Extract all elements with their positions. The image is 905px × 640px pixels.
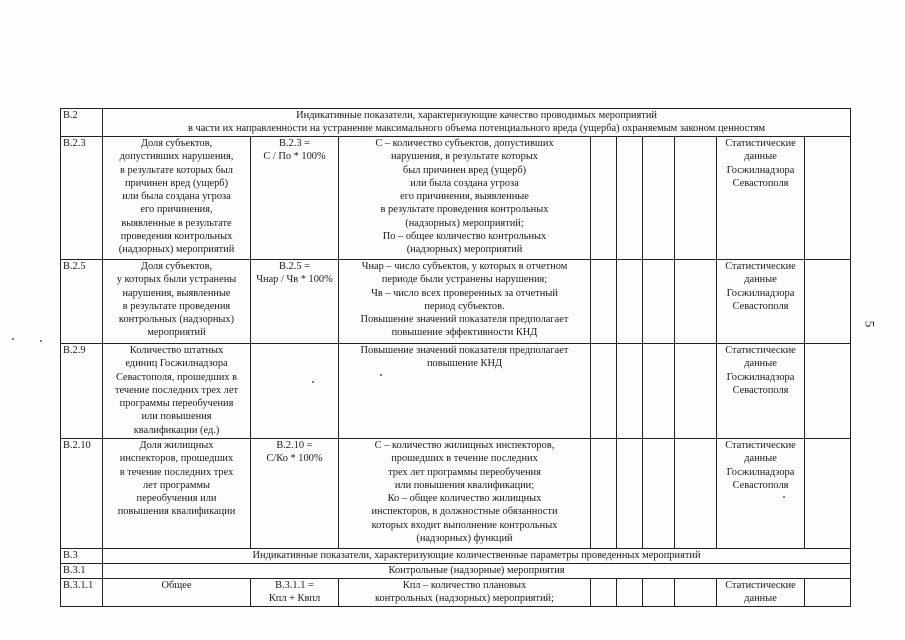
section-row-b3: [61, 549, 851, 564]
empty-cell: [805, 439, 851, 549]
indicator-formula: В.2.3 = С / По * 100%: [251, 137, 339, 260]
empty-cell: [643, 439, 675, 549]
table-row: [61, 260, 851, 344]
indicator-code: В.2.10: [61, 439, 103, 549]
table-row: [61, 439, 851, 549]
empty-cell: [675, 344, 717, 439]
empty-cell: [617, 260, 643, 344]
indicator-name: Количество штатных единиц Госжилнадзора Севастополя, прошедших в течение последних трех лет программы переобучения или повышения квалификации (ед.): [103, 344, 251, 439]
scan-speck: [783, 496, 785, 498]
empty-cell: [675, 439, 717, 549]
empty-cell: [617, 579, 643, 607]
indicator-formula: В.2.10 = С/Ко * 100%: [251, 439, 339, 549]
indicator-name: Доля субъектов, у которых были устранены нарушения, выявленные в результате проведения контрольных (надзорных) мероприятий: [103, 260, 251, 344]
scan-speck: [12, 338, 14, 340]
indicator-source: Статистические данные Госжилнадзора Севастополя: [717, 137, 805, 260]
indicator-formula: В.3.1.1 = Кпл + Квпл: [251, 579, 339, 607]
scan-speck: [40, 340, 42, 342]
empty-cell: [591, 439, 617, 549]
indicator-source: Статистические данные Госжилнадзора Севастополя: [717, 439, 805, 549]
empty-cell: [675, 137, 717, 260]
empty-cell: [805, 260, 851, 344]
indicator-formula: [251, 344, 339, 439]
section-title: Контрольные (надзорные) мероприятия: [103, 564, 851, 579]
indicator-description: Чнар – число субъектов, у которых в отчетном периоде были устранены нарушения; Чв – число всех проверенных за отчетный период субъектов. Повышение значений показателя предполагает повышение эффективности КНД: [339, 260, 591, 344]
scan-speck: [380, 374, 382, 376]
table-row: [61, 137, 851, 260]
indicator-code: В.3.1.1: [61, 579, 103, 607]
empty-cell: [617, 137, 643, 260]
empty-cell: [591, 344, 617, 439]
table-row: [61, 344, 851, 439]
indicator-code: В.2.3: [61, 137, 103, 260]
section-code: В.3: [61, 549, 103, 564]
empty-cell: [643, 579, 675, 607]
indicator-description: С – количество субъектов, допустивших нарушения, в результате которых был причинен вред (ущерб) или была создана угроза его причинения, выявленные в результате проведения контрольных (надзорных) мероприятий; По – общее количество контрольных (надзорных) мероприятий: [339, 137, 591, 260]
indicator-description: Повышение значений показателя предполагает повышение КНД: [339, 344, 591, 439]
empty-cell: [805, 137, 851, 260]
empty-cell: [805, 344, 851, 439]
empty-cell: [675, 260, 717, 344]
empty-cell: [617, 344, 643, 439]
indicator-description: С – количество жилищных инспекторов, прошедших в течение последних трех лет программы переобучения или повышения квалификации; Ко – общее количество жилищных инспекторов, в должностные обязанности которых входит выполнение контрольных (надзорных) функций: [339, 439, 591, 549]
empty-cell: [643, 137, 675, 260]
table-row: [61, 579, 851, 607]
section-title: Индикативные показатели, характеризующие качество проводимых мероприятий в части их направленности на устранение максимального объема потенциального вреда (ущерба) охраняемым законом ценностям: [103, 109, 851, 137]
indicator-name: Доля субъектов, допустивших нарушения, в результате которых был причинен вред (ущерб) или была создана угроза его причинения, выявленные в результате проведения контрольных (надзорных) мероприятий: [103, 137, 251, 260]
scan-speck: [312, 381, 314, 383]
indicator-description: Кпл – количество плановых контрольных (надзорных) мероприятий;: [339, 579, 591, 607]
indicators-table: [60, 108, 851, 607]
indicator-formula: В.2.5 = Чнар / Чв * 100%: [251, 260, 339, 344]
section-row-b31: [61, 564, 851, 579]
indicator-source: Статистические данные Госжилнадзора Севастополя: [717, 260, 805, 344]
empty-cell: [591, 579, 617, 607]
indicator-code: В.2.9: [61, 344, 103, 439]
empty-cell: [643, 260, 675, 344]
empty-cell: [617, 439, 643, 549]
section-row-b2: [61, 109, 851, 137]
indicator-name: Общее: [103, 579, 251, 607]
indicator-source: Статистические данные: [717, 579, 805, 607]
indicator-source: Статистические данные Госжилнадзора Севастополя: [717, 344, 805, 439]
section-code: В.3.1: [61, 564, 103, 579]
page-number: 5: [862, 320, 878, 328]
empty-cell: [591, 137, 617, 260]
empty-cell: [591, 260, 617, 344]
empty-cell: [805, 579, 851, 607]
indicator-code: В.2.5: [61, 260, 103, 344]
section-code: В.2: [61, 109, 103, 137]
indicator-name: Доля жилищных инспекторов, прошедших в течение последних трех лет программы переобучения или повышения квалификации: [103, 439, 251, 549]
empty-cell: [643, 344, 675, 439]
section-title: Индикативные показатели, характеризующие количественные параметры проведенных мероприятий: [103, 549, 851, 564]
empty-cell: [675, 579, 717, 607]
